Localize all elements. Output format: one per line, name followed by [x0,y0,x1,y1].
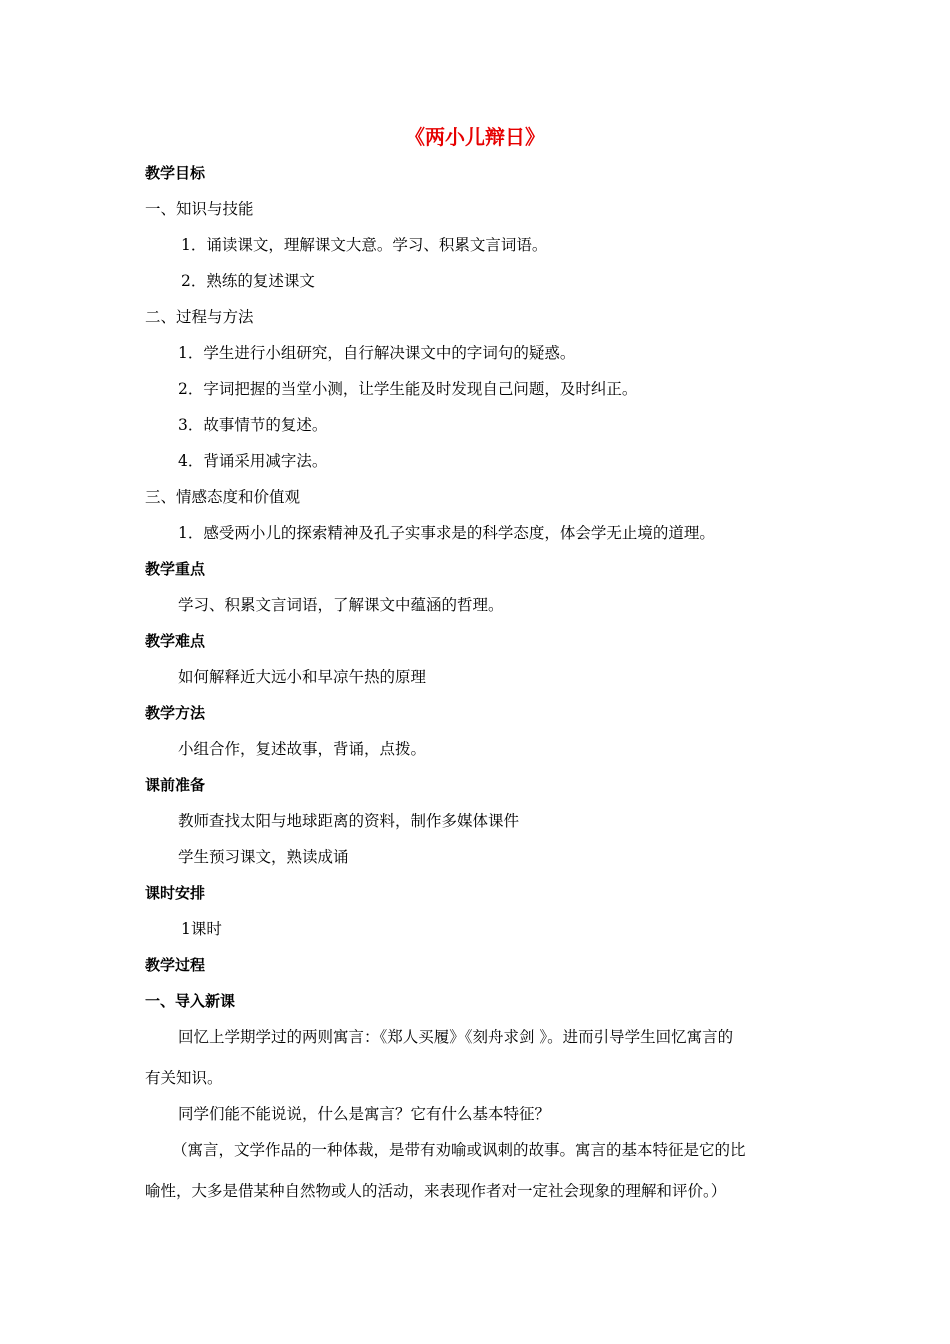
list-item: 2．熟练的复述课文 [181,272,315,290]
list-item: 1．学生进行小组研究，自行解决课文中的字词句的疑惑。 [178,344,576,362]
list-item: 1．诵读课文，理解课文大意。学习、积累文言词语。 [181,236,548,254]
subheading-knowledge-skills: 一、知识与技能 [145,200,254,218]
paragraph: 学习、积累文言词语，了解课文中蕴涵的哲理。 [178,596,504,614]
paragraph-continuation: 有关知识。 [145,1069,223,1087]
paragraph: 如何解释近大远小和早凉午热的原理 [178,668,427,686]
paragraph-continuation: 喻性，大多是借某种自然物或人的活动，来表现作者对一定社会现象的理解和评价。） [145,1182,727,1200]
paragraph: 回忆上学期学过的两则寓言：《郑人买履》《刻舟求剑 》。进而引导学生回忆寓言的 [178,1028,734,1046]
list-item: 1．感受两小儿的探索精神及孔子实事求是的科学态度，体会学无止境的道理。 [178,524,715,542]
list-item: 2．字词把握的当堂小测，让学生能及时发现自己问题，及时纠正。 [178,380,638,398]
heading-teaching-goals: 教学目标 [145,164,206,182]
paragraph: 同学们能不能说说，什么是寓言？它有什么基本特征？ [178,1105,551,1123]
list-item: 3．故事情节的复述。 [178,416,328,434]
paragraph: 1课时 [181,920,222,938]
paragraph: 小组合作，复述故事，背诵，点拨。 [178,740,427,758]
paragraph: （寓言，文学作品的一种体裁，是带有劝喻或讽刺的故事。寓言的基本特征是它的比 [172,1141,746,1159]
heading-introduction: 一、导入新课 [145,992,236,1010]
heading-preparation: 课前准备 [145,776,206,794]
paragraph: 教师查找太阳与地球距离的资料，制作多媒体课件 [178,812,520,830]
document-title: 《两小儿辩日》 [405,125,545,149]
heading-teaching-process: 教学过程 [145,956,206,974]
subheading-emotion-values: 三、情感态度和价值观 [145,488,301,506]
heading-difficult-points: 教学难点 [145,632,206,650]
paragraph: 学生预习课文，熟读成诵 [178,848,349,866]
heading-teaching-methods: 教学方法 [145,704,206,722]
heading-key-points: 教学重点 [145,560,206,578]
heading-schedule: 课时安排 [145,884,206,902]
list-item: 4．背诵采用减字法。 [178,452,328,470]
subheading-process-methods: 二、过程与方法 [145,308,254,326]
